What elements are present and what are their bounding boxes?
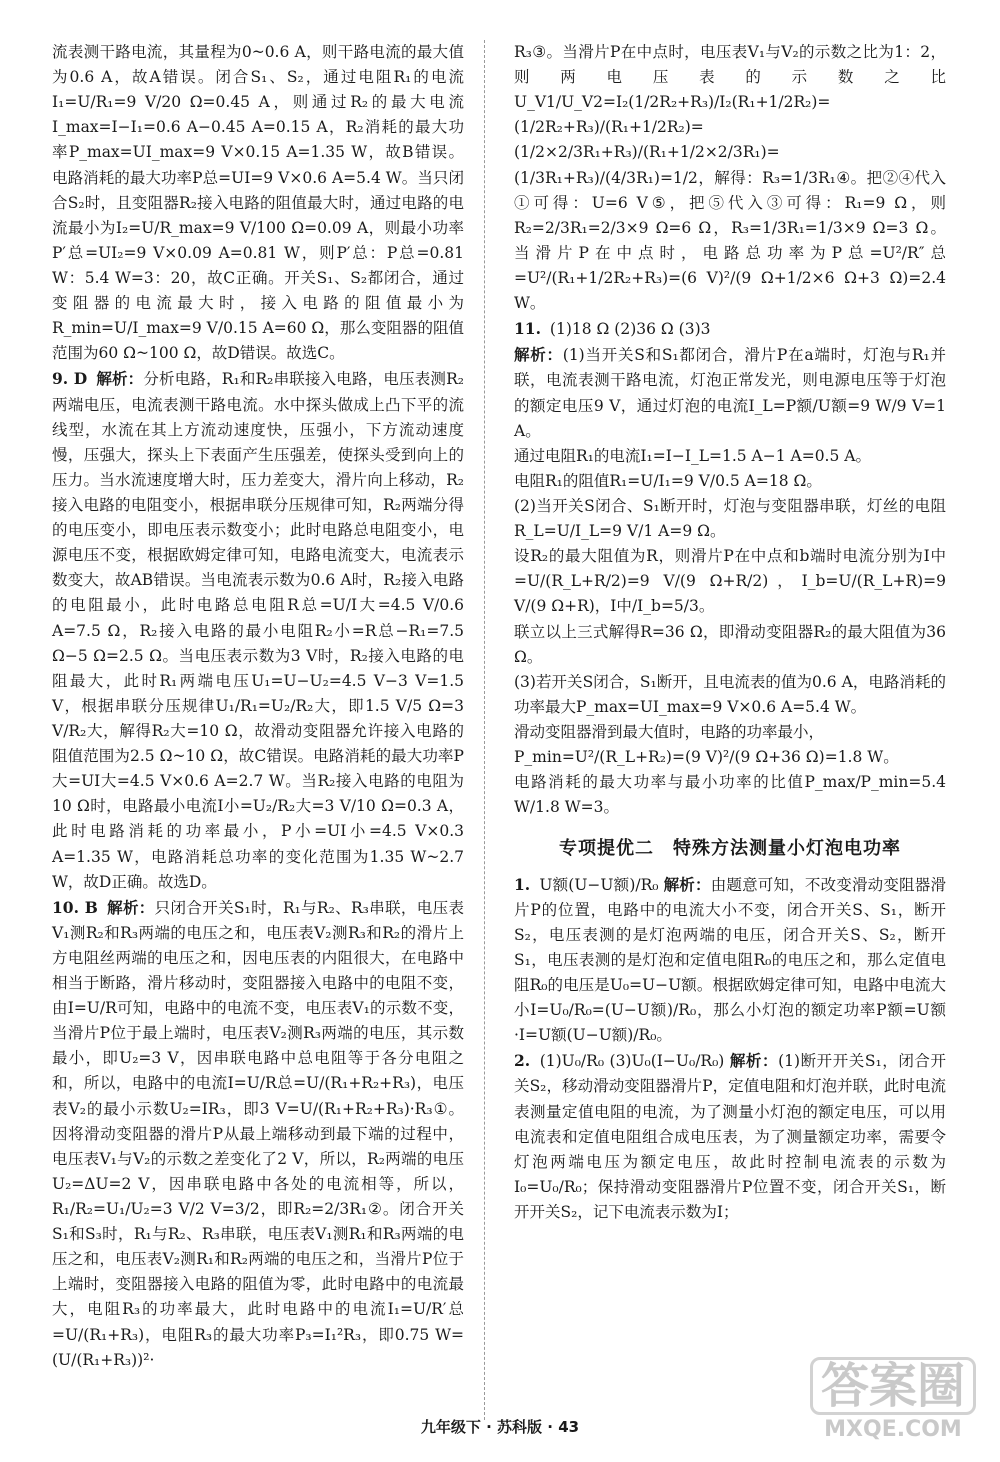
special-question-1-number: 1. <box>514 874 531 894</box>
question-9-label: 解析： <box>96 369 144 389</box>
question-11 <box>514 316 946 820</box>
column-divider <box>484 40 485 1420</box>
watermark-site-text: MXQE.COM <box>824 1417 962 1442</box>
question-11-p10: 电路消耗的最大功率与最小功率的比值P_max/P_min=5.4 W/1.8 W=3。 <box>514 773 946 817</box>
question-11-p2: 通过电阻R₁的电流I₁=I−I_L=1.5 A−1 A=0.5 A。 <box>514 446 871 465</box>
q8-continuation: 流表测干路电流，其量程为0~0.6 A，则干路电流的最大值为0.6 A，故A错误。闭合S₁、S₂，通过电阻R₁的电流I₁=U/R₁=9 V/20 Ω=0.45 A，则通过R₂的最大电流I_max=I−I₁=0.6 A−0.45 A=0.15 A，R₂消耗的最大功率P_max=UI_max=9 V×0.15 A=1.35 W，故B错误。电路消耗的最大功率P总=UI=9 V×0.6 A=5.4 W。当只闭合S₂时，且变阻器R₂接入电路的阻值最大时，通过电路的电流最小为I₂=U/R_max=9 V/100 Ω=0.09 A，则最小功率P′总=UI₂=9 V×0.09 A=0.81 W，则P′总：P总=0.81 W：5.4 W=3：20，故C正确。开关S₁、S₂都闭合，通过变阻器的电流最大时，接入电路的阻值最小为R_min=U/I_max=9 V/0.15 A=60 Ω，那么变阻器的阻值范围为60 Ω~100 Ω，故D错误。故选C。 <box>52 43 464 363</box>
question-11-answer: (1)18 Ω (2)36 Ω (3)3 <box>549 320 711 339</box>
special-question-2-answer: (1)U₀/R₀ (3)U₀(I−U₀/R₀) <box>539 1052 725 1071</box>
question-11-number: 11. <box>514 319 541 339</box>
question-10-label: 解析： <box>107 897 155 917</box>
right-column <box>514 40 946 1225</box>
section-title: 专项提优二 特殊方法测量小灯泡电功率 <box>559 838 901 860</box>
q10-continuation: R₃③。当滑片P在中点时，电压表V₁与V₂的示数之比为1：2，则两电压表的示数之比U_V1/U_V2=I₂(1/2R₂+R₃)/I₂(R₁+1/2R₂)=(1/2R₂+R₃)/(R₁+1/2R₂)=(1/2×2/3R₁+R₃)/(R₁+1/2×2/3R₁)=(1/3R₁+R₃)/(4/3R₁)=1/2，解得：R₃=1/3R₁④。把②④代入①可得：U=6 V⑤，把⑤代入③可得：R₁=9 Ω，则R₂=2/3R₁=2/3×9 Ω=6 Ω，R₃=1/3R₁=1/3×9 Ω=3 Ω。当滑片P在中点时，电路总功率为P总=U²/R″总=U²/(R₁+1/2R₂+R₃)=(6 V)²/(9 Ω+1/2×6 Ω+3 Ω)=2.4 W。 <box>514 43 946 313</box>
special-question-2 <box>514 1048 946 1225</box>
special-question-1-text: 由题意可知，不改变滑动变阻器滑片P的位置，电路中的电流大小不变，闭合开关S、S₁，断开S₂，电压表测的是灯泡两端的电压，闭合开关S、S₂，断开S₁，电压表测的是灯泡和定值电阻R₀的电压之和，那么定值电阻R₀的电压是U₀=U−U额。根据欧姆定律可知，电路中电流大小I=U₀/R₀=(U−U额)/R₀，那么小灯泡的额定功率P额=U额·I=U额(U−U额)/R₀。 <box>514 875 946 1045</box>
question-9 <box>52 366 464 894</box>
question-10-number: 10. B <box>52 897 98 917</box>
question-11-p5: 设R₂的最大阻值为R，则滑片P在中点和b端时电流分别为I中=U/(R_L+R/2)=9 V/(9 Ω+R/2)，I_b=U/(R_L+R)=9 V/(9 Ω+R)，I中/I_b=5/3。 <box>514 547 946 616</box>
question-11-p9: P_min=U²/(R_L+R₂)=(9 V)²/(9 Ω+36 Ω)=1.8 W。 <box>514 748 899 767</box>
question-11-p4: (2)当开关S闭合、S₁断开时，灯泡与变阻器串联，灯丝的电阻R_L=U/I_L=9 V/1 A=9 Ω。 <box>514 496 946 541</box>
question-11-p8: 滑动变阻器滑到最大值时，电路的功率最小， <box>514 722 825 741</box>
left-column <box>52 40 464 1373</box>
special-question-1 <box>514 872 946 1049</box>
watermark-logo <box>810 1357 976 1442</box>
special-question-2-label: 解析： <box>729 1051 779 1071</box>
page-footer: 九年级下 · 苏科版 · 43 <box>420 1418 580 1436</box>
question-10 <box>52 895 464 1373</box>
question-9-number: 9. D <box>52 369 88 389</box>
question-11-p1: (1)当开关S和S₁都闭合，滑片P在a端时，灯泡与R₁并联，电流表测干路电流，灯泡正常发光，则电源电压等于灯泡的额定电压9 V，通过灯泡的电流I_L=P额/U额=9 W/9 V=1 A。 <box>514 346 946 440</box>
question-11-label: 解析： <box>514 345 563 365</box>
question-9-text: 分析电路，R₁和R₂串联接入电路，电压表测R₂两端电压，电流表测干路电流。水中探头做成上凸下平的流线型，水流在其上方流动速度快，压强小，下方流动速度慢，压强大，探头上下表面产生压强差，使探头受到向上的压力。当水流速度增大时，压力差变大，滑片向上移动，R₂接入电路的电阻变小，根据串联分压规律可知，R₂两端分得的电压变小，即电压表示数变小；此时电路总电阻变小，电源电压不变，根据欧姆定律可知，电路电流变大，电流表示数变大，故AB错误。当电流表示数为0.6 A时，R₂接入电路的电阻最小，此时电路总电阻R总=U/I大=4.5 V/0.6 A=7.5 Ω，R₂接入电路的最小电阻R₂小=R总−R₁=7.5 Ω−5 Ω=2.5 Ω。当电压表示数为3 V时，R₂接入电路的电阻最大，此时R₁两端电压U₁=U−U₂=4.5 V−3 V=1.5 V，根据串联分压规律U₁/R₁=U₂/R₂大，即1.5 V/5 Ω=3 V/R₂大，解得R₂大=10 Ω，故滑动变阻器允许接入电路的阻值范围为2.5 Ω~10 Ω，故C错误。电路消耗的最大功率P大=UI大=4.5 V×0.6 A=2.7 W。当R₂接入电路的电阻为10 Ω时，电路最小电流I小=U₂/R₂大=3 V/10 Ω=0.3 A，此时电路消耗的功率最小，P小=UI小=4.5 V×0.3 A=1.35 W，电路消耗总功率的变化范围为1.35 W~2.7 W，故D正确。故选D。 <box>52 370 464 891</box>
special-question-1-label: 解析： <box>663 874 711 894</box>
watermark-main-text: 答案圈 <box>810 1357 976 1415</box>
special-question-2-number: 2. <box>514 1051 531 1071</box>
special-question-2-text: (1)断开开关S₁，闭合开关S₂，移动滑动变阻器滑片P，定值电阻和灯泡并联，此时电流表测量定值电阻的电流，为了测量小灯泡的额定电压，可以用电流表和定值电阻组合成电压表，为了测量额定功率，需要令灯泡两端电压为额定电压，故此时控制电流表的示数为I₀=U₀/R₀；保持滑动变阻器滑片P位置不变，闭合开关S₁，断开开关S₂，记下电流表示数为I； <box>514 1052 946 1221</box>
question-10-text: 只闭合开关S₁时，R₁与R₂、R₃串联，电压表V₁测R₂和R₃两端的电压之和，电压表V₂测R₃和R₂的滑片上方电阻丝两端的电压之和，因电压表的内阻很大，在电路中相当于断路，滑片移动时，变阻器接入电路中的电阻不变，由I=U/R可知，电路中的电流不变，电压表V₁的示数不变，当滑片P位于最上端时，电压表V₂测R₃两端的电压，其示数最小，即U₂=3 V，因串联电路中总电阻等于各分电阻之和，所以，电路中的电流I=U/R总=U/(R₁+R₂+R₃)，电压表V₂的最小示数U₂=IR₃，即3 V=U/(R₁+R₂+R₃)·R₃①。因将滑动变阻器的滑片P从最上端移动到最下端的过程中，电压表V₁与V₂的示数之差变化了2 V，所以，R₂两端的电压U₂=ΔU=2 V，因串联电路中各处的电流相等，所以，R₁/R₂=U₁/U₂=3 V/2 V=3/2，即R₂=2/3R₁②。闭合开关S₁和S₃时，R₁与R₂、R₃串联，电压表V₁测R₁和R₃两端的电压之和，电压表V₂测R₁和R₂两端的电压之和，当滑片P位于上端时，变阻器接入电路的阻值为零，此时电路中的电流最大，电阻R₃的功率最大，此时电路中的电流I₁=U/R′总=U/(R₁+R₃)，电阻R₃的最大功率P₃=I₁²R₃，即0.75 W=(U/(R₁+R₃))²· <box>52 898 464 1369</box>
question-11-p3: 电阻R₁的阻值R₁=U/I₁=9 V/0.5 A=18 Ω。 <box>514 471 822 490</box>
question-11-p6: 联立以上三式解得R=36 Ω，即滑动变阻器R₂的最大阻值为36 Ω。 <box>514 622 946 666</box>
special-question-1-answer: U额(U−U额)/R₀ <box>539 875 659 894</box>
question-11-p7: (3)若开关S闭合，S₁断开，且电流表的值为0.6 A，电路消耗的功率最大P_max=UI_max=9 V×0.6 A=5.4 W。 <box>514 672 946 716</box>
